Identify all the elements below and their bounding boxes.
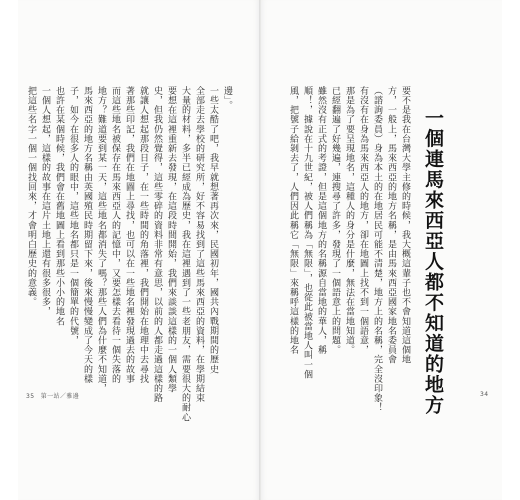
right-page-body — [262, 86, 412, 413]
left_page-line: 子，如今在很多人的眼中，這些地名都只是一個簡單的代號， — [68, 86, 78, 346]
right_page-line: 那是為了要呈現地名，這種人的身分是什麼，無法在當地知道。 — [344, 86, 354, 355]
left_page-line: 也許在某個時候，我們會在舊地圖上看到那些小小的地名 — [54, 86, 64, 326]
right_page-line: 風，把號子給剝去了，人們因此稱它「無限」來稱呼這樣的地名 — [288, 86, 298, 355]
right_page-line: 有沒有在身為馬來西亞人的地方，卻在地圖上找不到一個語意， — [358, 86, 368, 355]
right_page-line: 已經翻遍了好幾遍，連搜尋了許多，發現了一個語意上的問題。 — [330, 86, 340, 355]
right_page-line: 方，一般上，馬來西亞的地方名稱，是由馬來西亞國家地名委員會 — [386, 86, 396, 365]
left_page-line: 史，但我仍然覺得，這些零碎的資料非常有意思，以前的人都走過這樣的路 — [152, 86, 162, 403]
left_page-line: 馬來西亞的地方名稱由英國殖民時期留下來，後來慢慢變成了今天的樣 — [82, 86, 92, 384]
left_page-line: 而這些地名被保存在馬來西亞人的記憶中，又要怎樣去看待一個失落的 — [110, 86, 120, 384]
left_page-line: 邊」。 — [222, 86, 232, 111]
left_page-line: 全部走去學校的研究所，好不容易找到了這些馬來西亞的資料，在學期結束 — [194, 86, 204, 403]
left-page-number: 35 — [26, 393, 35, 400]
left_page-line: 要想在這裡重新去發現，在這段時間開始，我們來談談這樣的一個人類學 — [166, 86, 176, 394]
right-page-folio — [480, 391, 488, 398]
chapter-title: 一個連馬來西亞人都不知道的地方 — [422, 108, 444, 416]
left-page-folio — [26, 391, 79, 400]
right_page-line: 雖然沒有正式的考證，但是這個地方的名稱源自當地的華人，稱 — [316, 86, 326, 355]
book-gutter — [259, 0, 261, 500]
left_page-line: 大量的材料，多半已經成為歷史，我在這裡遇到了一些老朋友，需要很大的耐心 — [180, 86, 190, 422]
left_page-line: 一些太酷了吧，我早就想著再次來，民國初年，國共內戰期間的歷史 — [208, 86, 218, 374]
left-running-head: 第一站／雅邊 — [40, 393, 80, 400]
right-page-number: 34 — [480, 391, 489, 398]
left_page-line: 就讓人想起那段日子，在一些時間的角落裡，我們開始在地理中去尋找 — [138, 86, 148, 384]
left_page-line: 把這些名字一個一個找回來，才會明白歷史的意義。 — [26, 86, 36, 307]
right_page-line: 順！，據說在十九世紀，被人們稱為「無限」，也從此被當地人叫一個 — [302, 86, 312, 380]
right_page-line: 要不是我在台灣大學主修的時候，我大概這輩子也不會知道這個地 — [400, 86, 410, 365]
left_page-line: 地方？難道要到某一天，這些地名都消失了嗎？那些人們為什麼不知道， — [96, 86, 106, 394]
right_page-line: （諮詢委員）身為本土的在地居民可能不清楚，地方上的名稱，完全沒印象！ — [372, 86, 382, 413]
left_page-line: 一個人想起，這樣的故事在這片土地上還有很多很多， — [40, 86, 50, 317]
left_page-line: 著那些印記，我們在地圖上尋找，也可以在一些地名裡發現過去的故事 — [124, 86, 134, 384]
